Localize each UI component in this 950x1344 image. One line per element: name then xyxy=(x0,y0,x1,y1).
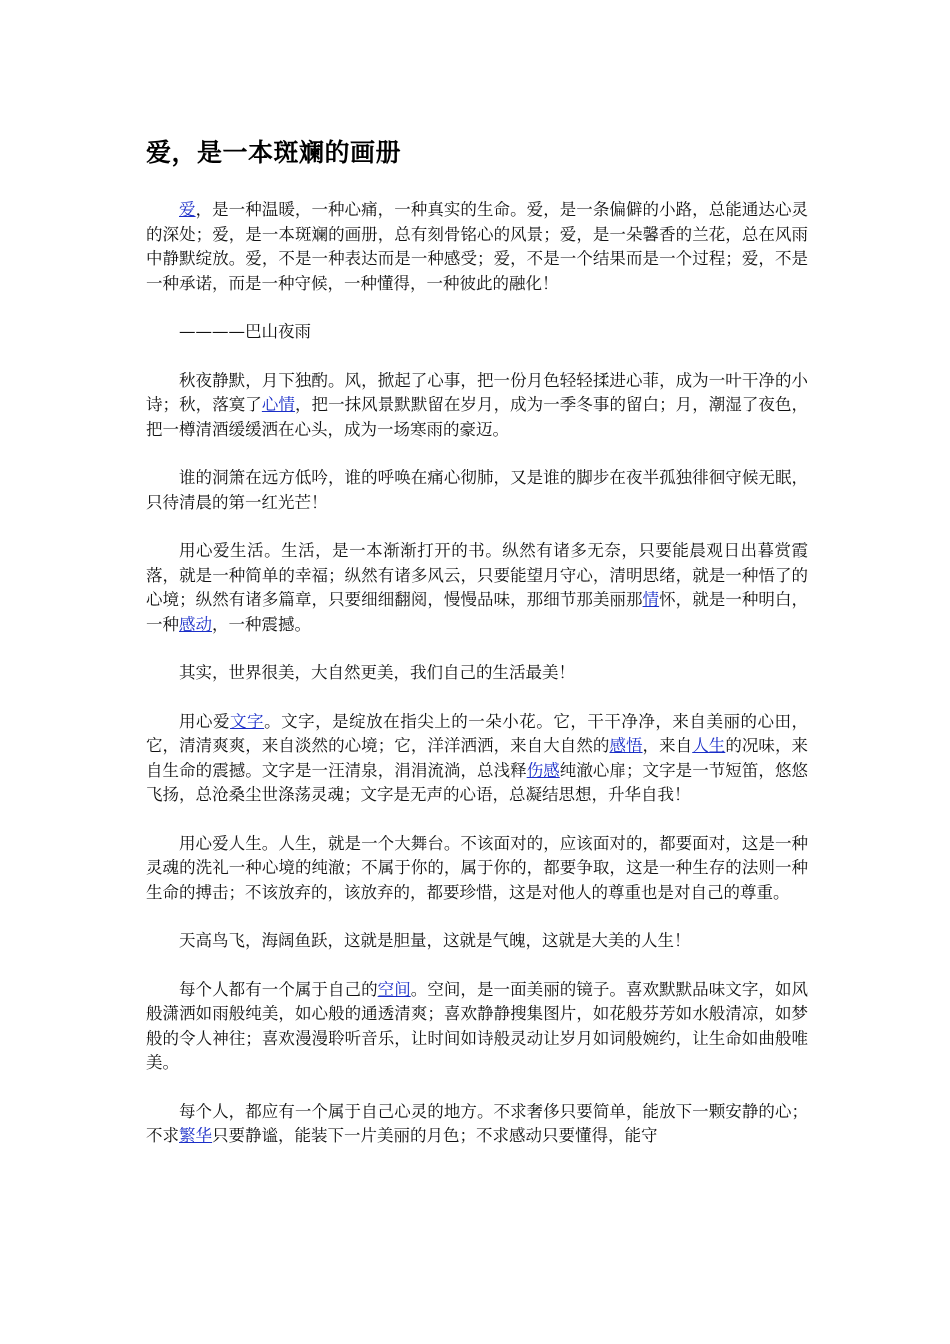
paragraph xyxy=(146,198,808,296)
paragraph xyxy=(146,929,808,954)
paragraph-text: 每个人，都应有一个属于自己心灵的地方。不求奢侈只要简单，能放下一颗安静的心；不求 xyxy=(146,1101,808,1145)
paragraph xyxy=(146,320,808,345)
paragraph xyxy=(146,661,808,686)
inline-link[interactable]: 感悟 xyxy=(609,736,643,755)
inline-link[interactable]: 情 xyxy=(642,590,660,609)
paragraph xyxy=(146,978,808,1076)
paragraph-text: 秋夜静默，月下独酌。风，掀起了心事，把一份月色轻轻揉进心菲，成为一叶干净的小诗；秋，落寞了 xyxy=(146,370,808,414)
article-title: 爱，是一本斑斓的画册 xyxy=(146,138,402,167)
paragraph-text: 。空间，是一面美丽的镜子。喜欢默默品味文字，如风般潇洒如雨般纯美，如心般的通透清爽；喜欢静静搜集图片，如花般芬芳如水般清凉，如梦般的令人神往；喜欢漫漫聆听音乐，让时间如诗般灵动让岁月如词般婉约，让生命如曲般唯美。 xyxy=(146,979,809,1072)
paragraph-text: ————巴山夜雨 xyxy=(179,322,311,341)
paragraph xyxy=(146,1100,808,1149)
paragraph-text: ，是一种温暖，一种心痛，一种真实的生命。爱，是一条偏僻的小路，总能通达心灵的深处；爱，是一本斑斓的画册，总有刻骨铭心的风景；爱，是一朵馨香的兰花，总在风雨中静默绽放。爱，不是一种表达而是一种感受；爱，不是一个结果而是一个过程；爱，不是一种承诺，而是一种守候，一种懂得，一种彼此的融化！ xyxy=(146,200,809,293)
paragraph xyxy=(146,710,808,808)
paragraph xyxy=(146,832,808,906)
inline-link[interactable]: 文字 xyxy=(230,711,265,731)
paragraph-text: ，一种震撼。 xyxy=(212,614,311,634)
inline-link[interactable]: 伤感 xyxy=(526,760,560,780)
document-page xyxy=(146,130,808,1173)
paragraph-text: 其实，世界很美，大自然更美，我们自己的生活最美！ xyxy=(179,663,575,682)
paragraph-text: ，把一抹风景默默留在岁月，成为一季冬事的留白；月，潮湿了夜色，把一樽清酒缓缓洒在心头，成为一场寒雨的豪迈。 xyxy=(146,395,809,439)
paragraph-text: 。文字，是绽放在指尖上的一朵小花。它，干干净净，来自美丽的心田，它，清清爽爽，来自淡然的心境；它，洋洋洒洒，来自大自然的 xyxy=(146,711,809,755)
inline-link[interactable]: 人生 xyxy=(692,736,726,755)
article-body xyxy=(146,198,808,1149)
paragraph xyxy=(146,539,808,637)
inline-link[interactable]: 繁华 xyxy=(179,1126,212,1145)
paragraph-text: 天高鸟飞，海阔鱼跃，这就是胆量，这就是气魄，这就是大美的人生！ xyxy=(179,931,691,950)
paragraph-text: 只要静谧，能装下一片美丽的月色；不求感动只要懂得，能守 xyxy=(212,1126,658,1145)
inline-link[interactable]: 感动 xyxy=(179,614,212,634)
paragraph-text: 怀，就是一种明白，一种 xyxy=(146,590,809,634)
paragraph-text: 用心爱人生。人生，就是一个大舞台。不该面对的，应该面对的，都要面对，这是一种灵魂的洗礼一种心境的纯澈；不属于你的，属于你的，都要争取，这是一种生存的法则一种生命的搏击；不该放弃的，该放弃的，都要珍惜，这是对他人的尊重也是对自己的尊重。 xyxy=(146,833,808,902)
inline-link[interactable]: 空间 xyxy=(377,979,411,999)
paragraph-text: 的况味，来自生命的震撼。文字是一汪清泉，涓涓流淌，总浅释 xyxy=(146,736,809,780)
paragraph xyxy=(146,369,808,443)
paragraph-text: ，来自 xyxy=(642,736,693,755)
paragraph-text: 每个人都有一个属于自己的 xyxy=(179,979,378,999)
paragraph-text: 用心爱 xyxy=(179,711,231,731)
paragraph-text: 纯澈心扉；文字是一节短笛，悠悠飞扬，总沧桑尘世涤荡灵魂；文字是无声的心语，总凝结思想，升华自我！ xyxy=(146,760,809,804)
paragraph-text: 用心爱生活。生活，是一本渐渐打开的书。纵然有诸多无奈，只要能晨观日出暮赏霞落，就是一种简单的幸福；纵然有诸多风云，只要能望月守心，清明思绪，就是一种悟了的心境；纵然有诸多篇章，只要细细翻阅，慢慢品味，那细节那美丽那 xyxy=(146,541,808,609)
paragraph xyxy=(146,466,808,515)
paragraph-text: 谁的洞箫在远方低吟，谁的呼唤在痛心彻肺，又是谁的脚步在夜半孤独徘徊守候无眠，只待清晨的第一红光芒！ xyxy=(146,468,808,512)
inline-link[interactable]: 心情 xyxy=(261,395,295,414)
inline-link[interactable]: 爱 xyxy=(179,200,196,219)
